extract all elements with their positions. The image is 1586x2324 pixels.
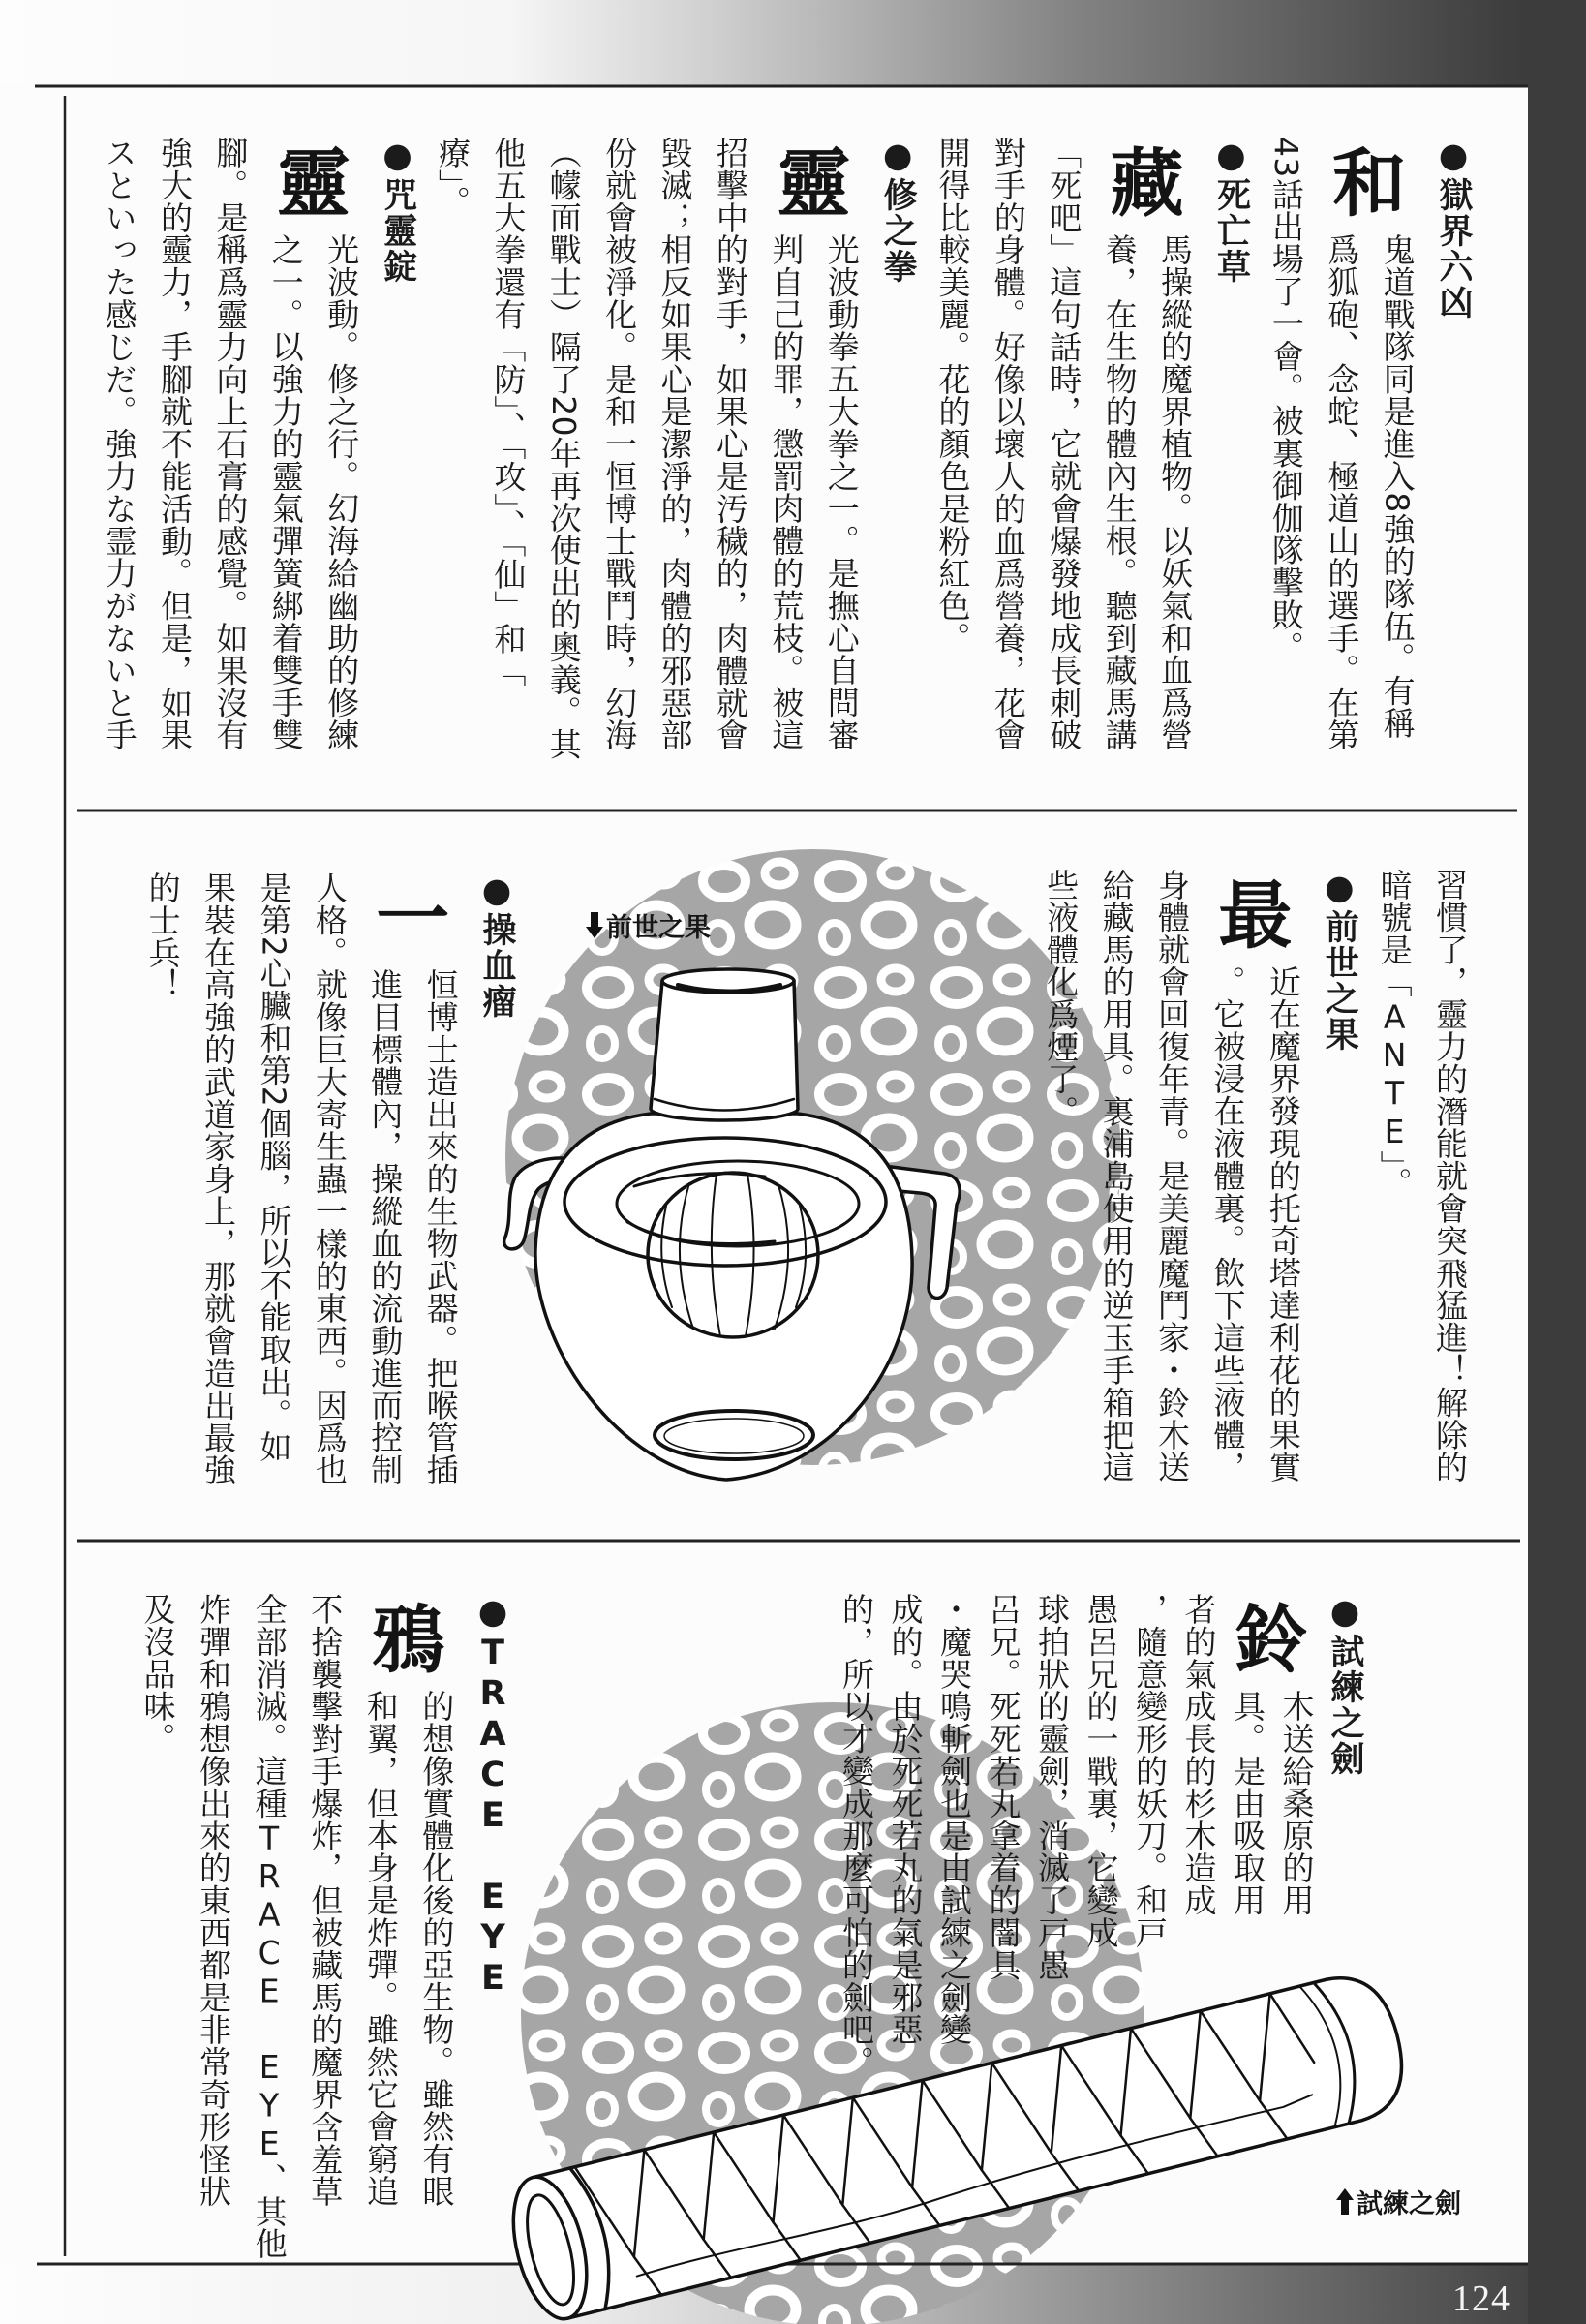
- bottom-right-text-block: [832, 1593, 1370, 2078]
- heading-shu-fist: ●修之拳: [878, 137, 918, 285]
- text-column: 人格。就像巨大寄生蟲一樣的東西。因爲也: [310, 872, 349, 1486]
- sword-caption: [1336, 2183, 1461, 2220]
- fruit-caption-label: 前世之果: [606, 913, 711, 943]
- text-column: 木送給桑原的用: [1277, 1690, 1316, 1916]
- text-column: 之一。以強力的靈氣彈簧綁着雙手雙: [266, 233, 305, 751]
- drop-cap: 鴉: [371, 1597, 445, 1683]
- arrow-down-icon: [586, 912, 603, 938]
- text-column: 的士兵！: [143, 872, 182, 1001]
- drop-cap: 和: [1332, 140, 1407, 227]
- text-column: 對手的身體。好像以壞人的血爲營養，花會: [989, 137, 1027, 751]
- vase-lid: [651, 981, 798, 1120]
- text-column: 些液體化爲煙了。: [1042, 869, 1081, 1128]
- vase-fruit: [648, 1173, 818, 1337]
- text-column: スといった感じだ。強力な霊力がないと手: [100, 137, 138, 751]
- text-column: 他五大拳還有「防」、「攻」、「仙」和「: [489, 137, 528, 688]
- text-column: 具。是由吸取用: [1229, 1690, 1266, 1916]
- text-column: 的，所以才變成那麼可怕的劍吧。: [838, 1593, 875, 2078]
- heading-trace-eye: ●TRACE EYE: [473, 1593, 512, 2000]
- text-column: 43話出場了一會。被裏御伽隊擊敗。: [1266, 137, 1305, 663]
- text-column: 恒博士造出來的生物武器。把喉管插: [421, 968, 460, 1486]
- heading-fruit-of-past-life: ●前世之果: [1320, 869, 1359, 1053]
- bottom-left-text-block: [130, 1593, 520, 2260]
- text-column: 不捨襲擊對手爆炸，但被藏馬的魔界含羞草: [306, 1593, 345, 2208]
- text-column: 炸彈和鴉想像出來的東西都是非常奇形怪狀: [195, 1593, 233, 2208]
- heading-death-plant: ●死亡草: [1211, 137, 1251, 285]
- text-column: 鬼道戰隊同是進入8強的隊伍。有稱: [1378, 233, 1417, 740]
- top-text-block: [91, 137, 1480, 760]
- text-column: 暗號是「ANTE」。: [1375, 869, 1414, 1200]
- text-column: 果裝在高強的武道家身上，那就會造出最強: [199, 872, 238, 1486]
- sword-caption-label: 試練之劍: [1357, 2189, 1461, 2219]
- drop-cap: 最: [1218, 872, 1293, 959]
- drop-cap: 靈: [777, 140, 851, 227]
- text-column: 光波動拳五大拳之一。是撫心自問審: [822, 233, 861, 751]
- text-column: 習慣了，靈力的潛能就會突飛猛進！解除的: [1431, 869, 1469, 1483]
- text-column: 腳。是稱爲靈力向上石膏的感覺。如果沒有: [211, 137, 250, 751]
- text-column: 。它被浸在液體裏。飲下這些液體，: [1208, 965, 1247, 1483]
- heading-blood-tumor: ●操血瘤: [477, 872, 516, 1020]
- text-column: 強大的靈力，手腳就不能活動。但是，如果: [156, 137, 195, 751]
- text-column: 招擊中的對手，如果心是汚穢的，肉體就會: [711, 137, 749, 751]
- middle-left-text-block: [135, 872, 524, 1486]
- text-column: 愚呂兄的一戰裏，它變成: [1082, 1593, 1120, 1949]
- text-column: 球拍狀的靈劍，消滅了戸愚: [1033, 1593, 1071, 1981]
- arrow-up-icon: [1336, 2188, 1354, 2215]
- heading-trial-sword: ●試練之劍: [1326, 1593, 1364, 1777]
- heading-spirit-cuffs: ●咒靈錠: [378, 137, 417, 285]
- text-column: 光波動。修之行。幻海給幽助的修練: [322, 233, 361, 751]
- page-number: 124: [1452, 2278, 1510, 2319]
- text-column: 開得比較美麗。花的顏色是粉紅色。: [933, 137, 972, 655]
- text-column: 爲狐砲、念蛇、極道山的選手。在第: [1323, 233, 1361, 751]
- text-column: 份就會被淨化。是和一恒博士戰鬥時，幻海: [600, 137, 639, 751]
- text-column: 者的氣成長的杉木造成: [1179, 1593, 1218, 1916]
- fruit-caption: [586, 906, 711, 944]
- drop-cap: 一: [376, 875, 450, 962]
- drop-cap: 藏: [1110, 140, 1184, 227]
- text-column: 療」。: [433, 137, 472, 218]
- text-column: 是第2心臟和第2個腦，所以不能取出。如: [255, 872, 293, 1463]
- text-column: 及沒品味。: [138, 1593, 177, 1755]
- text-column: 近在魔界發現的托奇塔達利花的果實: [1264, 965, 1302, 1483]
- text-column: 毀滅；相反如果心是潔淨的，肉體的邪惡部: [656, 137, 694, 751]
- middle-right-text-block: [1033, 869, 1478, 1483]
- text-column: 成的。由於死死若丸的氣是邪惡: [886, 1593, 925, 2046]
- drop-cap: 靈: [276, 140, 351, 227]
- text-column: 判自己的罪，懲罰肉體的荒枝。被這: [767, 233, 806, 751]
- vase-lid-top: [662, 969, 794, 993]
- drop-cap: 鈴: [1235, 1597, 1308, 1683]
- text-column: 馬操縱的魔界植物。以妖氣和血爲營: [1156, 233, 1195, 751]
- text-column: ・魔哭鳴斬劍也是由試練之劍變: [935, 1593, 973, 2046]
- top-gradient-band: [0, 0, 1586, 85]
- text-column: （幪面戰士）隔了20年再次使出的奧義。其: [544, 137, 583, 760]
- text-column: ，隨意變形的妖刀。和戸: [1131, 1593, 1169, 1949]
- text-column: 進目標體內，操縱血的流動進而控制: [366, 968, 405, 1486]
- text-column: 身體就會回復年青。是美麗魔鬥家・鈴木送: [1153, 869, 1192, 1483]
- right-dark-band: [1528, 0, 1586, 2324]
- text-column: 給藏馬的用具。裏浦島使用的逆玉手箱把這: [1097, 869, 1136, 1483]
- text-column: 呂兄。死死若丸拿着的闇具: [984, 1593, 1022, 1981]
- text-column: 的想像實體化後的亞生物。雖然有眼: [417, 1690, 456, 2208]
- text-column: 全部消滅。這種TRACE EYE、其他: [250, 1593, 289, 2260]
- heading-six-demons: ●獄界六凶: [1434, 137, 1473, 321]
- text-column: 「死吧」這句話時，它就會爆發地成長刺破: [1045, 137, 1083, 751]
- text-column: 和翼，但本身是炸彈。雖然它會窮追: [361, 1690, 400, 2208]
- text-column: 養，在生物的體內生根。聽到藏馬講: [1100, 233, 1139, 751]
